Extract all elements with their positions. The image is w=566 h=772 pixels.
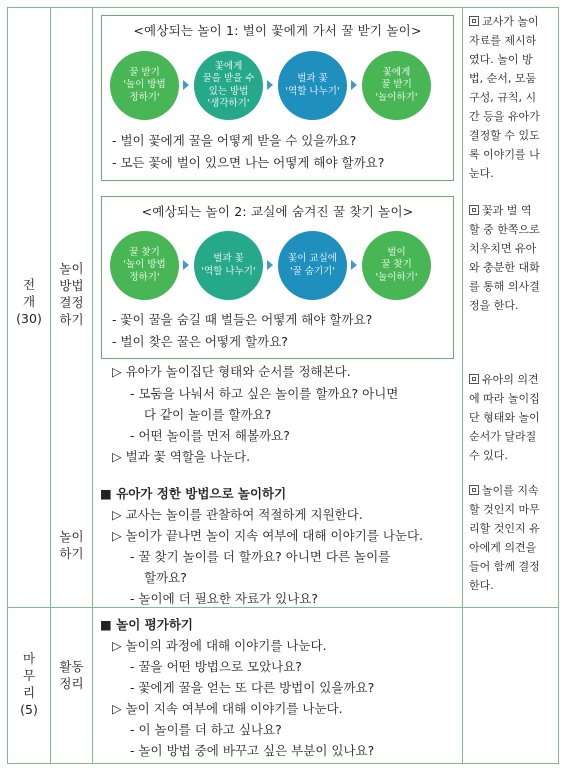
- step-text: 꿀 찾기: [129, 246, 160, 258]
- note-3: [469, 370, 557, 465]
- note-text: 한다.: [469, 579, 494, 592]
- note-icon: [469, 485, 479, 495]
- step-text: 꿀 받기: [381, 79, 412, 91]
- play-1-step-3: [278, 51, 347, 120]
- expected-play-2-box: [101, 196, 454, 359]
- stage-name: 전개: [22, 277, 36, 309]
- column-divider: [50, 8, 51, 763]
- note-text: 결정할 수 있도: [469, 129, 540, 142]
- substage-wrap-label: 활동정리: [59, 659, 84, 691]
- step-text: 있는 방법: [208, 85, 249, 97]
- step-text: '놀이 방법: [123, 79, 166, 91]
- play-1-question: - 모든 꽃에 벌이 있으면 나는 어떻게 해야 할까요?: [112, 155, 385, 170]
- note-text: 들어 함께 결정: [469, 560, 540, 573]
- note-text: 를 통해 의사결: [469, 280, 540, 293]
- play-1-step-2: [194, 51, 263, 120]
- play-line: 할까요?: [144, 570, 187, 585]
- step-text: 정하기': [129, 91, 160, 103]
- note-icon: [469, 374, 479, 384]
- note-text: 와 충분한 대화: [469, 261, 540, 274]
- note-text: 꽃과 벌 역: [482, 204, 532, 217]
- step-text: 꿀 찾기: [381, 259, 412, 271]
- note-text: 아에게 의견을: [469, 541, 537, 554]
- note-text: 정을 한다.: [469, 299, 519, 312]
- stage-time: (5): [20, 702, 38, 717]
- column-divider: [92, 8, 93, 763]
- plan-line: 다 같이 놀이를 할까요?: [144, 407, 272, 422]
- note-1: [469, 12, 557, 183]
- step-text: 벌과 꽃: [213, 253, 244, 264]
- note-text: 순서가 달라질: [469, 430, 537, 443]
- note-icon: [469, 205, 479, 215]
- step-text: 꽃에게: [214, 60, 243, 72]
- note-text: 할 중 한쪽으로: [469, 223, 540, 236]
- step-text: 꿀 받기: [129, 66, 160, 78]
- step-text: 꽃이 교실에: [288, 253, 337, 264]
- step-text: 벌이: [387, 246, 406, 258]
- note-text: 였다. 놀이 방: [469, 53, 533, 66]
- step-text: 꿀을 받을 수: [202, 73, 255, 84]
- stage-development: [8, 276, 50, 327]
- substage-plan-label: 놀이방법결정하기: [59, 261, 84, 327]
- note-text: 간 등을 유아가: [469, 110, 540, 123]
- play-line: - 놀이에 더 필요한 자료가 있나요?: [130, 591, 318, 606]
- note-text: 자료를 제시하: [469, 34, 537, 47]
- substage-wrap: [51, 658, 92, 692]
- step-text: '꿀 숨기기': [290, 265, 335, 277]
- step-text: '생각하기': [207, 98, 250, 109]
- play-2-question: - 벌이 찾은 꿀은 어떻게 할까요?: [112, 334, 288, 349]
- wrap-line: - 꿀을 어떤 방법으로 모았나요?: [130, 659, 302, 674]
- stage-name: 마무리: [22, 651, 36, 700]
- play-2-step-2: [194, 231, 263, 300]
- wrap-line: - 놀이 방법 중에 바꾸고 싶은 부분이 있나요?: [130, 743, 375, 758]
- note-text: 유아의 의견: [482, 373, 539, 386]
- stage-closing: [8, 650, 50, 718]
- substage-plan: [51, 260, 92, 328]
- play-1-title: <예상되는 놀이 1: 벌이 꽃에게 가서 꿀 받기 놀이>: [133, 23, 422, 38]
- play-1-step-1: [110, 51, 179, 120]
- step-text: 벌과 꽃: [297, 73, 328, 84]
- step-text: 정하기': [129, 271, 160, 283]
- step-text: '놀이하기': [375, 91, 418, 103]
- plan-line: - 어떤 놀이를 먼저 해볼까요?: [130, 428, 290, 443]
- play-2-step-1: [110, 231, 179, 300]
- arrow-right-icon: [183, 80, 189, 90]
- note-text: 놀이를 지속: [482, 484, 539, 497]
- expected-play-1-box: [101, 15, 454, 181]
- wrap-line: ▷ 놀이의 과정에 대해 이야기를 나눈다.: [112, 638, 327, 653]
- arrow-right-icon: [267, 80, 273, 90]
- play-line: ▷ 교사는 놀이를 관찰하여 적절하게 지원한다.: [112, 507, 363, 522]
- note-text: 리할 것인지 유: [469, 522, 540, 535]
- play-2-step-3: [278, 231, 347, 300]
- note-text: 교사가 놀이: [482, 15, 539, 28]
- wrap-line: - 꽃에게 꿀을 얻는 또 다른 방법이 있을까요?: [130, 680, 375, 695]
- wrap-heading: ■ 놀이 평가하기: [100, 617, 193, 632]
- note-text: 치우치면 유아: [469, 242, 537, 255]
- note-text: 할 것인지 마무: [469, 503, 540, 516]
- step-text: '놀이 방법: [123, 259, 166, 271]
- substage-play: [51, 528, 92, 562]
- substage-play-label: 놀이하기: [59, 529, 84, 561]
- play-line: ▷ 놀이가 끝나면 놀이 지속 여부에 대해 이야기를 나눈다.: [112, 528, 424, 543]
- plan-line: - 모둠을 나눠서 하고 싶은 놀이를 할까요? 아니면: [130, 386, 399, 401]
- note-text: 단 형태와 놀이: [469, 411, 540, 424]
- stage-time: (30): [16, 311, 42, 326]
- play-line: - 꿀 찾기 놀이를 더 할까요? 아니면 다른 놀이를: [130, 549, 391, 564]
- plan-line: ▷ 유아가 놀이집단 형태와 순서를 정해본다.: [112, 364, 351, 379]
- play-1-step-4: [362, 51, 431, 120]
- lesson-plan-table: [7, 7, 559, 764]
- note-icon: [469, 16, 479, 26]
- note-text: 수 있다.: [469, 449, 508, 462]
- note-text: 구성, 규칙, 시: [469, 91, 537, 104]
- wrap-line: ▷ 놀이 지속 여부에 대해 이야기를 나눈다.: [112, 701, 343, 716]
- note-text: 눈다.: [469, 167, 494, 180]
- play-heading: ■ 유아가 정한 방법으로 놀이하기: [100, 486, 287, 501]
- note-4: [469, 481, 557, 595]
- arrow-right-icon: [351, 260, 357, 270]
- step-text: '역할 나누기': [201, 265, 256, 277]
- arrow-right-icon: [183, 260, 189, 270]
- note-text: 법, 순서, 모둠: [469, 72, 537, 85]
- play-2-question: - 꽃이 꿀을 숨길 때 벌들은 어떻게 해야 할까요?: [112, 312, 373, 327]
- note-text: 에 따라 놀이집: [469, 392, 540, 405]
- column-divider: [462, 8, 463, 763]
- step-text: '역할 나누기': [285, 85, 340, 97]
- note-2: [469, 201, 557, 315]
- play-2-step-4: [362, 231, 431, 300]
- step-text: '놀이하기': [375, 271, 418, 283]
- play-1-question: - 벌이 꽃에게 꿀을 어떻게 받을 수 있을까요?: [112, 133, 357, 148]
- wrap-line: - 이 놀이를 더 하고 싶나요?: [130, 722, 282, 737]
- play-2-title: <예상되는 놀이 2: 교실에 숨겨진 꿀 찾기 놀이>: [141, 204, 414, 219]
- note-text: 록 이야기를 나: [469, 148, 540, 161]
- plan-line: ▷ 벌과 꽃 역할을 나눈다.: [112, 449, 251, 464]
- arrow-right-icon: [351, 80, 357, 90]
- step-text: 꽃에게: [382, 66, 411, 78]
- arrow-right-icon: [267, 260, 273, 270]
